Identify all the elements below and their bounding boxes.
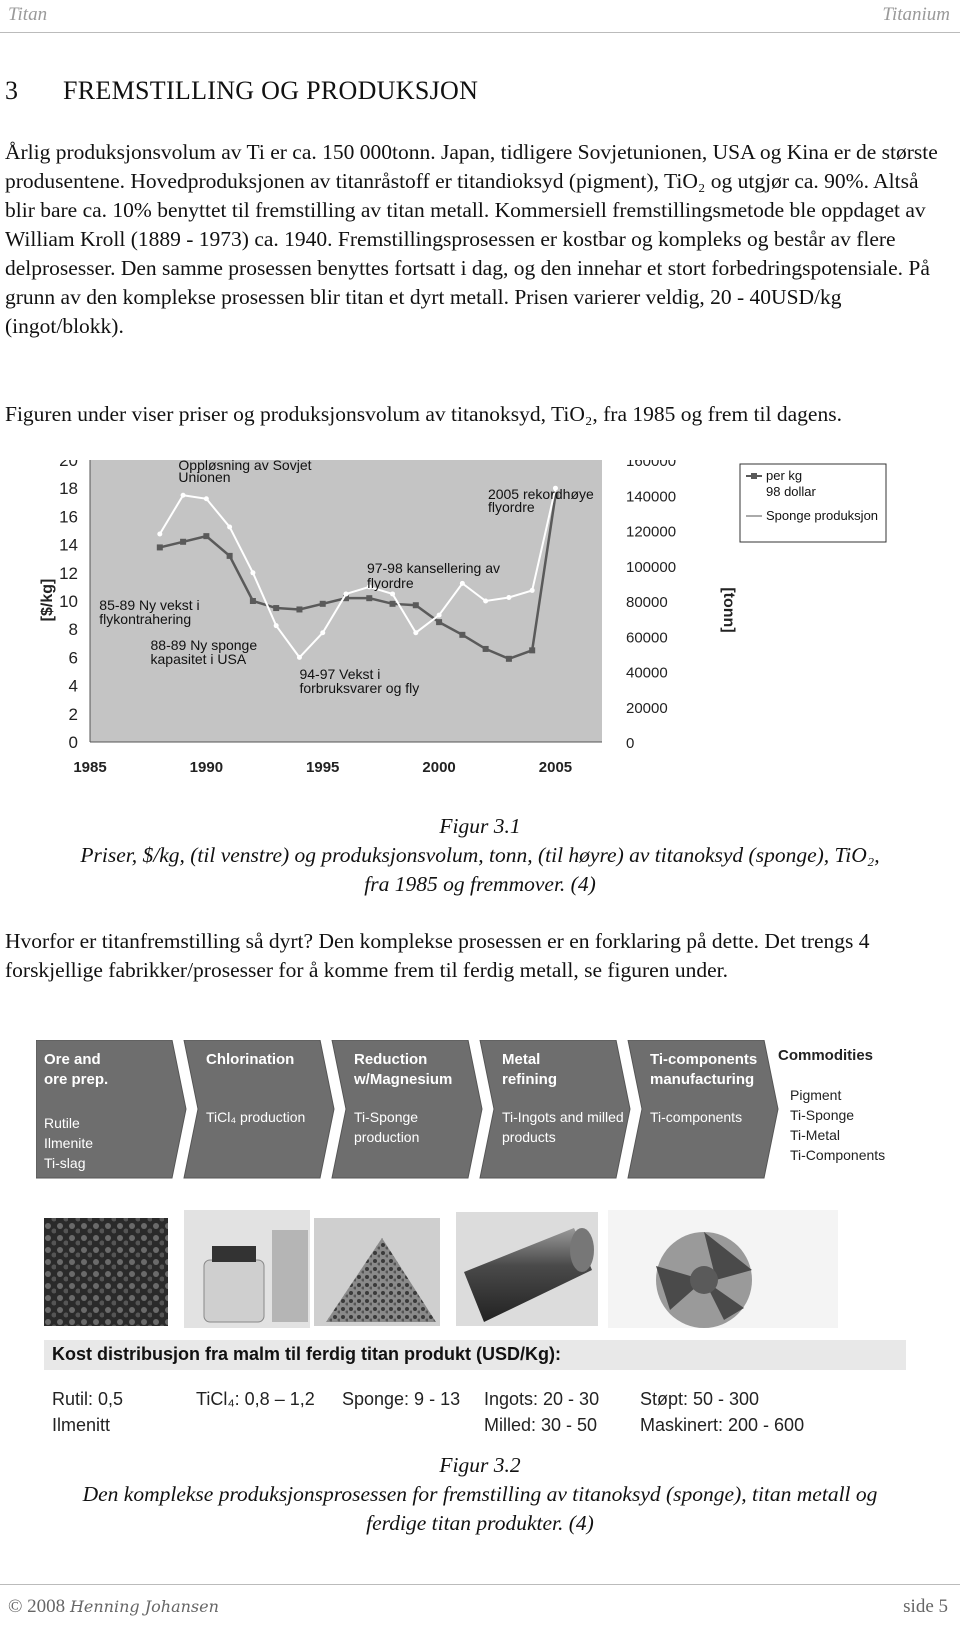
annotation-forbruk-2: forbruksvarer og fly bbox=[299, 680, 420, 696]
sponge-point bbox=[437, 613, 442, 618]
figure2-caption-2: ferdige titan produkter. (4) bbox=[366, 1511, 594, 1535]
x-tick-label: 2005 bbox=[538, 759, 573, 776]
cost-col-components bbox=[640, 1386, 804, 1438]
x-tick-label: 1985 bbox=[73, 759, 107, 776]
section-number: 3 bbox=[5, 76, 19, 105]
paragraph-why-expensive: Hvorfor er titanfremstilling så dyrt? Den komplekse prosessen er en forklaring på dette. Det trengs 4 forskjellige fabrikker/prosesser for å komme frem til ferdig metall, se figuren under. bbox=[5, 929, 870, 982]
cost-col-ore bbox=[52, 1386, 123, 1438]
y-tick-label: 8 bbox=[68, 620, 78, 640]
y-tick-label: 14 bbox=[59, 535, 78, 555]
footer-author: Henning Johansen bbox=[69, 1597, 219, 1616]
y-tick-label: 12 bbox=[59, 563, 78, 583]
commodities-item: Ti-Metal bbox=[790, 1127, 841, 1143]
y-tick-label: 4 bbox=[68, 676, 78, 696]
sponge-point bbox=[250, 570, 255, 575]
cost-col-sponge bbox=[342, 1386, 460, 1412]
process-step-title: Metal bbox=[502, 1051, 541, 1068]
footer-rule bbox=[0, 1584, 960, 1585]
figure1-caption-2: fra 1985 og fremmover. (4) bbox=[364, 872, 596, 896]
y-tick-label: 6 bbox=[68, 648, 78, 668]
process-step bbox=[628, 1040, 778, 1178]
figure1-caption: Priser, $/kg, (til venstre) og produksjonsvolum, tonn, (til høyre) av titanoksyd (sponge), TiO₂, bbox=[80, 843, 880, 867]
figure2-caption: Den komplekse produksjonsprosessen for fremstilling av titanoksyd (sponge), titan metall og bbox=[82, 1482, 878, 1506]
annotation-sovjet: Oppløsning av Sovjet bbox=[178, 460, 312, 473]
commodities-item: Ti-Sponge bbox=[790, 1107, 855, 1123]
price-point bbox=[296, 606, 302, 612]
price-point bbox=[227, 553, 233, 559]
price-point bbox=[320, 601, 326, 607]
cost-distribution bbox=[44, 1338, 924, 1448]
paragraph-figure-intro: Figuren under viser priser og produksjonsvolum av titanoksyd, TiO₂, fra 1985 og frem til dagens. bbox=[5, 402, 842, 426]
y2-tick-label: 100000 bbox=[626, 558, 677, 576]
sponge-point bbox=[390, 591, 395, 596]
process-step-item: Ti-components bbox=[650, 1109, 743, 1125]
sponge-point bbox=[344, 591, 349, 596]
process-step-subtitle: refining bbox=[502, 1071, 557, 1088]
ore-photo bbox=[44, 1218, 168, 1326]
price-point bbox=[459, 632, 465, 638]
process-step-item: Rutile bbox=[44, 1115, 80, 1131]
cost-title: Kost distribusjon fra malm til ferdig titan produkt (USD/Kg): bbox=[52, 1344, 562, 1364]
x-tick-label: 1995 bbox=[306, 759, 340, 776]
y-tick-label: 10 bbox=[59, 592, 78, 611]
sponge-point bbox=[320, 630, 325, 635]
process-step-subtitle: ore prep. bbox=[44, 1071, 109, 1088]
price-point bbox=[413, 602, 419, 608]
y-tick-label: 20 bbox=[59, 460, 78, 470]
cost-ticl4: TiCl₄: 0,8 – 1,2 bbox=[196, 1389, 315, 1409]
sponge-point bbox=[530, 588, 535, 593]
price-point bbox=[436, 619, 442, 625]
footer-page: side 5 bbox=[903, 1596, 948, 1617]
sponge-point bbox=[297, 655, 302, 660]
y2-tick-label: 140000 bbox=[626, 488, 677, 506]
product-photos bbox=[44, 1210, 904, 1335]
price-point bbox=[529, 647, 535, 653]
y2-tick-label: 20000 bbox=[626, 699, 668, 717]
process-step-item: Ti-Sponge bbox=[354, 1109, 419, 1125]
annotation-rekord: 2005 rekordhøye bbox=[487, 486, 594, 502]
process-step-item: products bbox=[502, 1129, 556, 1145]
y-tick-label: 0 bbox=[68, 733, 78, 752]
cost-col-ingots bbox=[484, 1386, 599, 1438]
commodities-item: Pigment bbox=[790, 1087, 842, 1103]
process-step-item: Ilmenite bbox=[44, 1135, 94, 1151]
cost-stopt: Støpt: 50 - 300 bbox=[640, 1389, 760, 1409]
process-step bbox=[184, 1040, 334, 1178]
annotation-rekord-2: flyordre bbox=[487, 499, 535, 515]
process-step-item: production bbox=[354, 1129, 420, 1145]
footer-copyright: © 2008 bbox=[8, 1596, 66, 1617]
annotation-kansellering-2: flyordre bbox=[366, 575, 414, 591]
price-point bbox=[390, 601, 396, 607]
sponge-point bbox=[413, 630, 418, 635]
y-tick-label: 2 bbox=[68, 704, 78, 724]
y-axis-label: [$/kg] bbox=[40, 578, 56, 622]
y2-tick-label: 60000 bbox=[626, 629, 668, 647]
sponge-point bbox=[460, 581, 465, 586]
price-point bbox=[157, 544, 163, 550]
sponge-point bbox=[274, 623, 279, 628]
cost-ingots: Ingots: 20 - 30 bbox=[484, 1389, 600, 1409]
y2-tick-label: 40000 bbox=[626, 664, 668, 682]
annotation-sponge-kap: 88-89 Ny sponge bbox=[150, 637, 258, 653]
annotation-forbruk: 94-97 Vekst i bbox=[299, 666, 381, 682]
cost-maskinert: Maskinert: 200 - 600 bbox=[640, 1415, 805, 1435]
annotation-kansellering: 97-98 kansellering av bbox=[366, 560, 501, 576]
legend bbox=[740, 464, 886, 542]
annotation-sovjet-2: Unionen bbox=[178, 469, 231, 485]
price-production-chart bbox=[40, 460, 920, 810]
annotation-sponge-kap-2: kapasitet i USA bbox=[150, 651, 247, 667]
cost-sponge: Sponge: 9 - 13 bbox=[342, 1389, 461, 1409]
header-left: Titan bbox=[8, 4, 48, 25]
legend-price-marker bbox=[751, 473, 757, 479]
figure2-label: Figur 3.2 bbox=[439, 1453, 521, 1477]
y-tick-label: 16 bbox=[59, 507, 78, 527]
annotation-vekst-2: flykontrahering bbox=[99, 611, 192, 627]
header-rule bbox=[0, 32, 960, 33]
y-tick-label: 18 bbox=[59, 479, 78, 499]
process-step-title: Reduction bbox=[354, 1051, 428, 1068]
y2-tick-label: 160000 bbox=[626, 460, 677, 470]
process-step-title: Ti-components bbox=[650, 1051, 758, 1068]
process-step-item: Ti-Ingots and milled bbox=[502, 1109, 624, 1125]
price-point bbox=[180, 539, 186, 545]
cost-ilmenitt: Ilmenitt bbox=[52, 1415, 111, 1435]
legend-sponge-label: Sponge produksjon bbox=[766, 508, 879, 523]
x-tick-label: 1990 bbox=[189, 759, 224, 776]
cost-rutil: Rutil: 0,5 bbox=[52, 1389, 124, 1409]
price-point bbox=[203, 533, 209, 539]
sponge-point bbox=[227, 524, 232, 529]
y2-axis-label: [tonn] bbox=[720, 587, 737, 633]
commodities bbox=[778, 1047, 885, 1163]
annotation-vekst: 85-89 Ny vekst i bbox=[99, 597, 200, 613]
sponge-point bbox=[483, 599, 488, 604]
price-point bbox=[366, 595, 372, 601]
process-step-item: Ti-slag bbox=[44, 1155, 86, 1171]
price-point bbox=[483, 646, 489, 652]
sponge-point bbox=[506, 595, 511, 600]
process-step bbox=[332, 1040, 482, 1178]
sponge-point bbox=[204, 496, 209, 501]
sponge-point bbox=[181, 493, 186, 498]
price-point bbox=[273, 605, 279, 611]
commodities-title: Commodities bbox=[778, 1047, 874, 1064]
process-step bbox=[480, 1040, 630, 1178]
sponge-point bbox=[157, 532, 162, 537]
legend-price-label: per kg bbox=[766, 468, 803, 483]
cost-milled: Milled: 30 - 50 bbox=[484, 1415, 598, 1435]
process-diagram bbox=[36, 1040, 926, 1210]
y2-tick-label: 120000 bbox=[626, 523, 677, 541]
price-point bbox=[250, 598, 256, 604]
y2-tick-label: 80000 bbox=[626, 594, 668, 611]
footer-left bbox=[8, 1596, 219, 1618]
cost-col-ticl4 bbox=[196, 1386, 315, 1412]
section-heading: FREMSTILLING OG PRODUKSJON bbox=[63, 76, 479, 105]
process-step-title: Chlorination bbox=[206, 1051, 295, 1068]
process-step-subtitle: manufacturing bbox=[650, 1071, 755, 1088]
header-right: Titanium bbox=[882, 4, 950, 25]
section-title bbox=[5, 76, 478, 106]
process-step bbox=[36, 1040, 186, 1178]
y2-tick-label: 0 bbox=[626, 735, 635, 752]
process-step-subtitle: w/Magnesium bbox=[354, 1071, 453, 1088]
process-step-item: TiCl₄ production bbox=[206, 1109, 306, 1125]
commodities-item: Ti-Components bbox=[790, 1147, 886, 1163]
process-step-title: Ore and bbox=[44, 1051, 101, 1068]
legend-price-label-2: 98 dollar bbox=[766, 484, 816, 499]
x-tick-label: 2000 bbox=[422, 759, 456, 776]
price-point bbox=[506, 656, 512, 662]
paragraph-production: Årlig produksjonsvolum av Ti er ca. 150 000tonn. Japan, tidligere Sovjetunionen, USA og Kina er de største produsentene. Hovedproduksjonen av titanråstoff er titandioksyd (pigment), TiO₂ og utgjør ca. 90%. Altså blir bare ca. 10% benyttet til fremstilling av titan metall. Kommersiell fremstillingsmetode ble oppdaget av William Kroll (1889 - 1973) ca. 1940. Fremstillingsprosessen er kostbar og kompleks og består av flere delprosesser. Den samme prosessen benyttes fortsatt i dag, og den innehar et stort forbedringspotensiale. På grunn av den komplekse prosessen blir titan et dyrt metall. Prisen varierer veldig, 20 - 40USD/kg (ingot/blokk). bbox=[5, 140, 938, 338]
figure1-label: Figur 3.1 bbox=[439, 814, 521, 838]
